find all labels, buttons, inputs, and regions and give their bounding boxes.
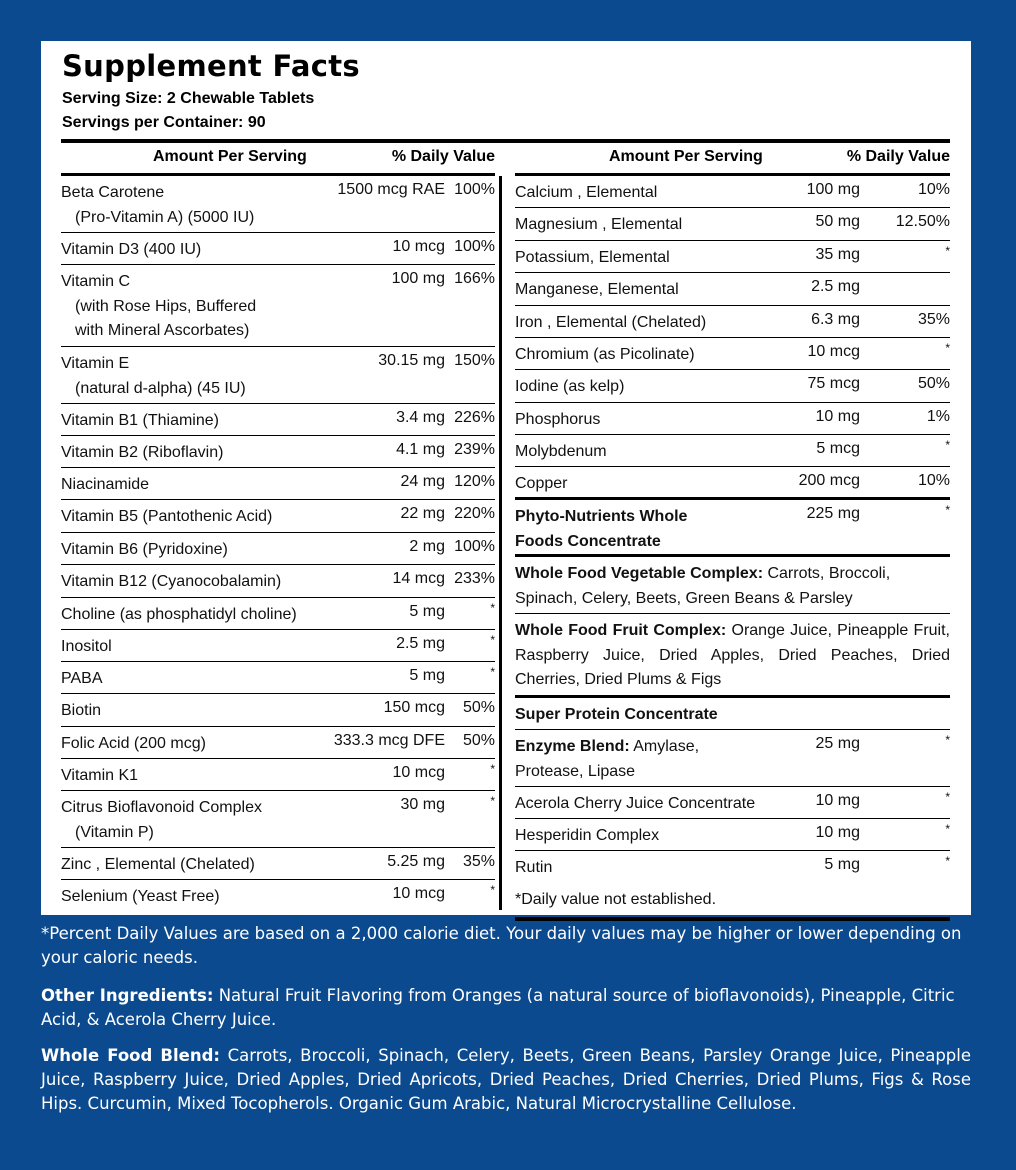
nutrient-dv: 100%: [454, 238, 495, 255]
left-header: [61, 143, 495, 176]
right-header: [515, 143, 950, 176]
nutrient-amount: 1500 mcg RAE: [337, 181, 445, 198]
dv-header: % Daily Value: [846, 148, 950, 165]
mineral-row: [515, 273, 950, 306]
nutrient-name: [61, 270, 256, 344]
phyto-name: [515, 505, 687, 554]
nutrient-name: [61, 505, 272, 530]
nutrient-dv: 35%: [462, 853, 495, 870]
protein-name: Super Protein Concentrate: [515, 706, 718, 723]
mineral-name: Iron , Elemental (Chelated): [515, 314, 707, 331]
mineral-dv: 10%: [917, 472, 950, 489]
nutrient-row: [61, 598, 495, 630]
nutrient-amount: 10 mcg: [392, 764, 445, 781]
nutrient-dv: 150%: [454, 352, 495, 369]
nutrient-sublabel: (with Rose Hips, Buffered: [75, 297, 257, 315]
nutrient-amount: 2.5 mg: [396, 635, 445, 652]
mineral-dv: 12.50%: [895, 213, 950, 230]
nutrient-row: [61, 791, 495, 848]
nutrient-label: Vitamin B12 (Cyanocobalamin): [61, 573, 282, 590]
nutrient-row: [61, 759, 495, 791]
nutrient-amount: 100 mg: [391, 270, 445, 287]
nutrient-amount: 30 mg: [400, 796, 445, 813]
mineral-row: [515, 338, 950, 370]
nutrient-row: [61, 176, 495, 233]
mineral-amount: 5 mcg: [816, 440, 860, 457]
extract-row: [515, 787, 950, 819]
nutrient-amount: 10 mcg: [392, 885, 445, 902]
nutrient-amount: 150 mcg: [383, 699, 445, 716]
mineral-name: Potassium, Elemental: [515, 249, 670, 266]
fruit-complex-row: [515, 614, 950, 698]
mineral-amount: 50 mg: [815, 213, 860, 230]
mineral-name: Manganese, Elemental: [515, 281, 679, 298]
nutrient-sublabel: (Vitamin P): [75, 823, 154, 841]
mineral-row: [515, 467, 950, 500]
nutrient-label: Vitamin C: [61, 273, 131, 290]
phyto-line2: Foods Concentrate: [515, 532, 661, 550]
mineral-amount: 100 mg: [806, 181, 860, 198]
dv-header: % Daily Value: [391, 148, 495, 165]
supplement-facts-panel: [41, 41, 971, 915]
phyto-dv: *: [945, 503, 950, 517]
enzyme-label: Enzyme Blend:: [515, 738, 630, 755]
mineral-name: Chromium (as Picolinate): [515, 346, 695, 363]
mineral-dv: 1%: [926, 408, 950, 425]
nutrient-dv: *: [490, 665, 495, 679]
nutrient-row: [61, 565, 495, 598]
phyto-amount: 225 mg: [806, 505, 860, 522]
enzyme-text: Amylase,: [629, 738, 700, 755]
mineral-dv: 10%: [917, 181, 950, 198]
extract-row: [515, 851, 950, 883]
dv-note-row: [515, 883, 950, 915]
nutrient-name: [61, 570, 281, 595]
mineral-row: [515, 208, 950, 241]
mineral-row: [515, 176, 950, 208]
column-divider: [499, 176, 502, 910]
nutrient-label: Vitamin D3 (400 IU): [61, 241, 202, 258]
nutrient-dv: *: [490, 633, 495, 647]
nutrient-label: Vitamin K1: [61, 767, 139, 784]
nutrient-row: [61, 436, 495, 468]
left-column: [61, 143, 495, 912]
mineral-amount: 6.3 mg: [811, 311, 860, 328]
extract-amount: 10 mg: [815, 824, 860, 841]
amount-header: Amount Per Serving: [153, 148, 307, 165]
nutrient-row: [61, 662, 495, 694]
mineral-amount: 10 mcg: [807, 343, 860, 360]
nutrient-name: [61, 796, 262, 845]
nutrient-amount: 2 mg: [409, 538, 445, 555]
mineral-row: [515, 403, 950, 435]
nutrient-amount: 24 mg: [400, 473, 445, 490]
nutrient-dv: 100%: [454, 181, 495, 198]
nutrient-name: [61, 635, 112, 660]
nutrient-label: Citrus Bioflavonoid Complex: [61, 799, 262, 816]
mineral-name: Phosphorus: [515, 411, 601, 428]
phyto-row: [515, 500, 950, 557]
nutrient-label: Folic Acid (200 mcg): [61, 735, 206, 752]
extract-amount: 5 mg: [824, 856, 860, 873]
mineral-name: Iodine (as kelp): [515, 378, 625, 395]
fruit-complex: [515, 619, 950, 693]
other-ingredients: Other Ingredients: Natural Fruit Flavoring from Oranges (a natural source of bioflavonoids), Pineapple, Citric Acid, & Acerola Cherry Juice.: [41, 986, 955, 1029]
right-column: [515, 143, 950, 915]
nutrient-name: [61, 603, 297, 628]
panel-title: Supplement Facts: [62, 49, 360, 83]
nutrient-label: Vitamin B5 (Pantothenic Acid): [61, 508, 273, 525]
nutrient-name: [61, 181, 254, 230]
nutrient-row: [61, 848, 495, 880]
amount-header: Amount Per Serving: [609, 148, 763, 165]
nutrient-name: [61, 441, 223, 466]
nutrient-sublabel: (natural d-alpha) (45 IU): [75, 379, 246, 397]
nutrient-row: [61, 233, 495, 265]
extract-name: Rutin: [515, 859, 553, 876]
nutrient-amount: 10 mcg: [392, 238, 445, 255]
nutrient-amount: 14 mcg: [392, 570, 445, 587]
nutrient-label: Vitamin B1 (Thiamine): [61, 412, 219, 429]
whole-food-blend: Whole Food Blend: Carrots, Broccoli, Spinach, Celery, Beets, Green Beans, Parsley Orange Juice, Pineapple Juice, Raspberry Juice, Dried Apples, Dried Apricots, Dried Peaches, Dried Cherries, Dried Plums, Figs & Rose Hips. Curcumin, Mixed Tocopherols. Organic Gum Arabic, Natural Microcrystalline Cellulose.: [41, 1046, 972, 1113]
enzyme-line2: Protease, Lipase: [515, 762, 636, 780]
nutrient-row: [61, 265, 495, 347]
nutrient-label: Zinc , Elemental (Chelated): [61, 856, 255, 873]
mineral-row: [515, 370, 950, 403]
mineral-dv: *: [945, 438, 950, 452]
nutrient-dv: 226%: [454, 409, 495, 426]
bottom-rule: [515, 917, 950, 921]
nutrient-name: [61, 853, 255, 878]
servings-per-container: Servings per Container: 90: [62, 114, 266, 131]
nutrient-dv: *: [490, 601, 495, 615]
nutrient-row: [61, 694, 495, 727]
mineral-dv: *: [945, 341, 950, 355]
nutrient-name: [61, 352, 246, 401]
fruit-label: Whole Food Fruit Complex:: [515, 622, 727, 639]
nutrient-name: [61, 732, 206, 757]
nutrient-label: PABA: [61, 670, 103, 687]
nutrient-amount: 333.3 mcg DFE: [333, 732, 445, 749]
mineral-name: Molybdenum: [515, 443, 607, 460]
nutrient-row: [61, 533, 495, 565]
nutrient-row: [61, 347, 495, 404]
vegetable-label: Whole Food Vegetable Complex:: [515, 565, 764, 582]
protein-row: [515, 698, 950, 730]
enzyme-name: [515, 735, 699, 784]
nutrient-amount: 5 mg: [409, 603, 445, 620]
extract-row: [515, 819, 950, 851]
nutrient-label: Beta Carotene: [61, 184, 165, 201]
phyto-line1: Phyto-Nutrients Whole: [515, 508, 688, 525]
enzyme-row: [515, 730, 950, 787]
nutrient-sublabel: with Mineral Ascorbates): [75, 322, 250, 339]
nutrient-amount: 30.15 mg: [378, 352, 445, 369]
vegetable-complex-row: [515, 557, 950, 614]
extract-dv: *: [945, 854, 950, 868]
nutrient-label: Choline (as phosphatidyl choline): [61, 606, 297, 623]
nutrient-dv: *: [490, 762, 495, 776]
nutrient-label: Vitamin B6 (Pyridoxine): [61, 541, 228, 558]
extract-dv: *: [945, 822, 950, 836]
nutrient-row: [61, 500, 495, 533]
nutrient-label: Niacinamide: [61, 476, 150, 493]
nutrient-dv: 233%: [454, 570, 495, 587]
nutrient-label: Vitamin B2 (Riboflavin): [61, 444, 224, 461]
nutrient-dv: *: [490, 794, 495, 808]
nutrient-name: [61, 538, 228, 563]
nutrient-row: [61, 468, 495, 500]
nutrient-dv: 239%: [454, 441, 495, 458]
nutrient-label: Vitamin E: [61, 355, 130, 372]
nutrient-amount: 5 mg: [409, 667, 445, 684]
nutrient-name: [61, 409, 219, 434]
mineral-name: Magnesium , Elemental: [515, 216, 683, 233]
mineral-amount: 75 mcg: [807, 375, 860, 392]
nutrient-name: [61, 667, 103, 692]
extract-dv: *: [945, 790, 950, 804]
vegetable-text: Carrots, Broccoli, Spinach, Celery, Beets, Green Beans & Parsley: [515, 565, 891, 607]
nutrient-row: [61, 727, 495, 759]
mineral-dv: 50%: [917, 375, 950, 392]
nutrient-amount: 22 mg: [400, 505, 445, 522]
mineral-dv: *: [945, 244, 950, 258]
nutrient-sublabel: (Pro-Vitamin A) (5000 IU): [75, 208, 255, 226]
nutrient-row: [61, 404, 495, 436]
nutrient-dv: *: [490, 883, 495, 897]
nutrient-name: [61, 238, 201, 263]
nutrient-dv: 50%: [462, 699, 495, 716]
serving-size: Serving Size: 2 Chewable Tablets: [62, 90, 315, 107]
enzyme-amount: 25 mg: [815, 735, 860, 752]
mineral-dv: 35%: [917, 311, 950, 328]
nutrient-name: [61, 764, 138, 789]
extract-name: Hesperidin Complex: [515, 827, 660, 844]
nutrient-dv: 220%: [454, 505, 495, 522]
nutrient-dv: 166%: [454, 270, 495, 287]
vegetable-complex: [515, 562, 950, 611]
nutrient-label: Selenium (Yeast Free): [61, 888, 220, 905]
nutrient-name: [61, 473, 149, 498]
nutrient-name: [61, 699, 101, 724]
nutrient-row: [61, 880, 495, 912]
nutrient-dv: 120%: [454, 473, 495, 490]
dv-note: *Daily value not established.: [515, 891, 717, 908]
nutrient-amount: 5.25 mg: [387, 853, 445, 870]
mineral-name: Copper: [515, 475, 568, 492]
mineral-amount: 2.5 mg: [811, 278, 860, 295]
extract-name: Acerola Cherry Juice Concentrate: [515, 795, 756, 812]
nutrient-label: Biotin: [61, 702, 102, 719]
extract-amount: 10 mg: [815, 792, 860, 809]
nutrient-row: [61, 630, 495, 662]
nutrient-amount: 3.4 mg: [396, 409, 445, 426]
nutrient-amount: 4.1 mg: [396, 441, 445, 458]
percent-note: *Percent Daily Values are based on a 2,000 calorie diet. Your daily values may be higher or lower depending on your caloric needs.: [41, 924, 962, 967]
mineral-amount: 200 mcg: [798, 472, 860, 489]
mineral-amount: 35 mg: [815, 246, 860, 263]
mineral-name: Calcium , Elemental: [515, 184, 658, 201]
mineral-row: [515, 306, 950, 338]
enzyme-dv: *: [945, 733, 950, 747]
nutrient-dv: 100%: [454, 538, 495, 555]
mineral-row: [515, 241, 950, 273]
mineral-row: [515, 435, 950, 467]
nutrient-label: Inositol: [61, 638, 112, 655]
nutrient-name: [61, 885, 220, 910]
nutrient-dv: 50%: [462, 732, 495, 749]
fruit-text: Orange Juice, Pineapple Fruit, Raspberry Juice, Dried Apples, Dried Peaches, Dried Cherries, Dried Plums & Figs: [515, 622, 951, 688]
mineral-amount: 10 mg: [815, 408, 860, 425]
